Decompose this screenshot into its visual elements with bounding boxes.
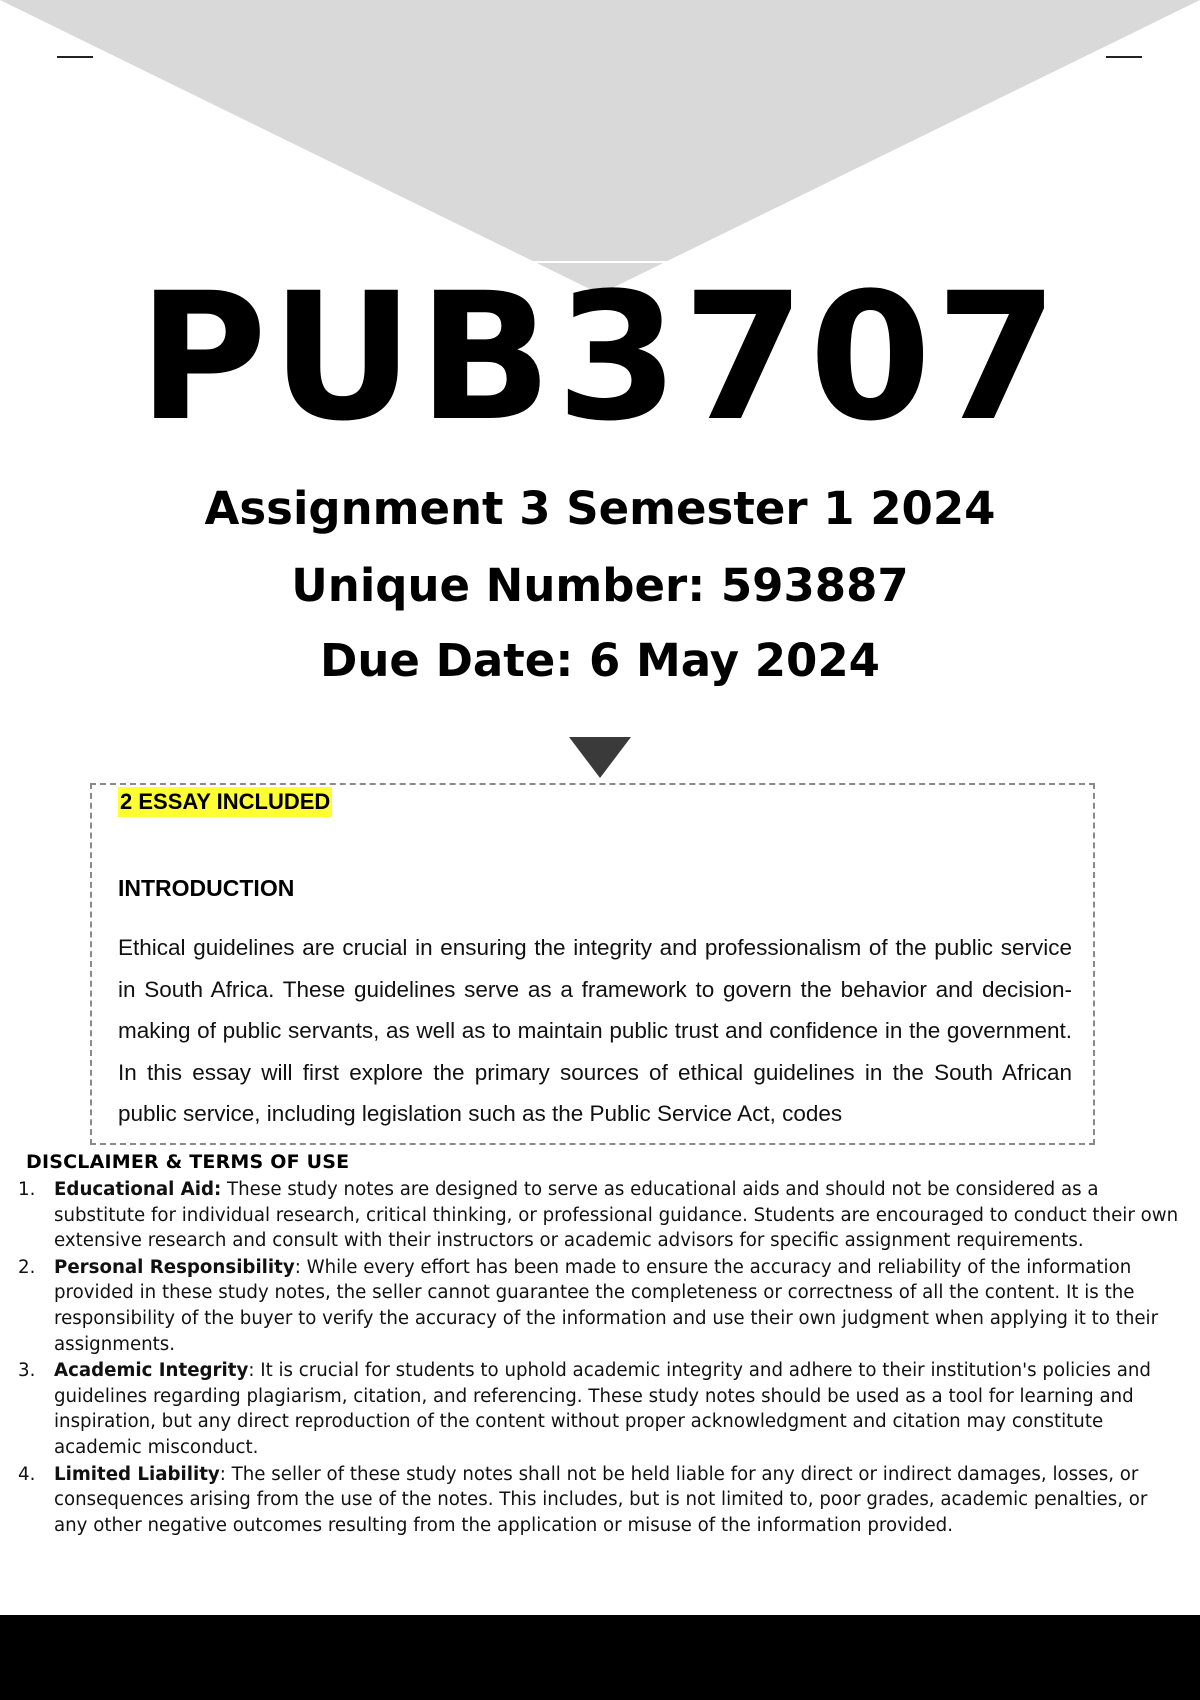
item-text: : It is crucial for students to uphold academic integrity and adhere to their institution's policies and guidelines regarding plagiarism, citation, and referencing. These study notes should be used as a tool for learning and inspiration, but any direct reproduction of the content without proper acknowledgment and citation may constitute academic misconduct. (54, 1360, 1151, 1458)
item-label: Educational Aid: (54, 1179, 222, 1200)
item-text: These study notes are designed to serve as educational aids and should not be considered as a substitute for individual research, critical thinking, or professional guidance. Students are encouraged to conduct their own extensive research and consult with their instructors or academic advisors for specific assignment requirements. (54, 1179, 1179, 1252)
introduction-paragraph: Ethical guidelines are crucial in ensuring the integrity and professionalism of the public service in South Africa. These guidelines serve as a framework to govern the behavior and decision-making of public servants, as well as to maintain public trust and confidence in the government. In this essay will first explore the primary sources of ethical guidelines in the South African public service, including legislation such as the Public Service Act, codes (118, 935, 1072, 1126)
item-text: : While every effort has been made to ensure the accuracy and reliability of the information provided in these study notes, the seller cannot guarantee the completeness or correctness of all the content. It is the responsibility of the buyer to verify the accuracy of the information and use their own judgment when applying it to their assignments. (54, 1256, 1159, 1355)
disclaimer-item (14, 1177, 1186, 1254)
item-number: 4. (18, 1463, 36, 1485)
disclaimer-item (14, 1255, 1186, 1357)
introduction-heading: INTRODUCTION (118, 875, 295, 901)
item-label: Limited Liability (54, 1463, 220, 1485)
item-number: 3. (18, 1360, 36, 1382)
disclaimer-list (14, 1177, 1186, 1539)
due-date: Due Date: 6 May 2024 (320, 634, 880, 687)
down-arrow-icon (569, 737, 631, 778)
assignment-subtitle: Assignment 3 Semester 1 2024 (204, 482, 996, 535)
item-text: : The seller of these study notes shall not be held liable for any direct or indirect damages, losses, or consequences arising from the use of the notes. This includes, but is not limited to, poor grades, academic penalties, or any other negative outcomes resulting from the application or misuse of the information provided. (54, 1463, 1148, 1536)
essay-included-badge: 2 ESSAY INCLUDED (118, 787, 332, 817)
disclaimer-item (14, 1462, 1186, 1539)
unique-number: Unique Number: 593887 (291, 559, 909, 612)
corner-rule-right (1106, 56, 1142, 58)
item-label: Academic Integrity (54, 1360, 249, 1382)
item-label: Personal Responsibility (54, 1256, 295, 1278)
essay-preview-box (90, 783, 1095, 1145)
item-number: 2. (18, 1256, 36, 1278)
disclaimer-item (14, 1358, 1186, 1460)
corner-rule-left (57, 56, 93, 58)
disclaimer-title: DISCLAIMER & TERMS OF USE (26, 1151, 350, 1173)
item-number: 1. (18, 1179, 36, 1200)
course-code-title: PUB3707 (138, 255, 1062, 460)
footer-bar (0, 1615, 1200, 1700)
chevron-shape (0, 0, 1200, 294)
